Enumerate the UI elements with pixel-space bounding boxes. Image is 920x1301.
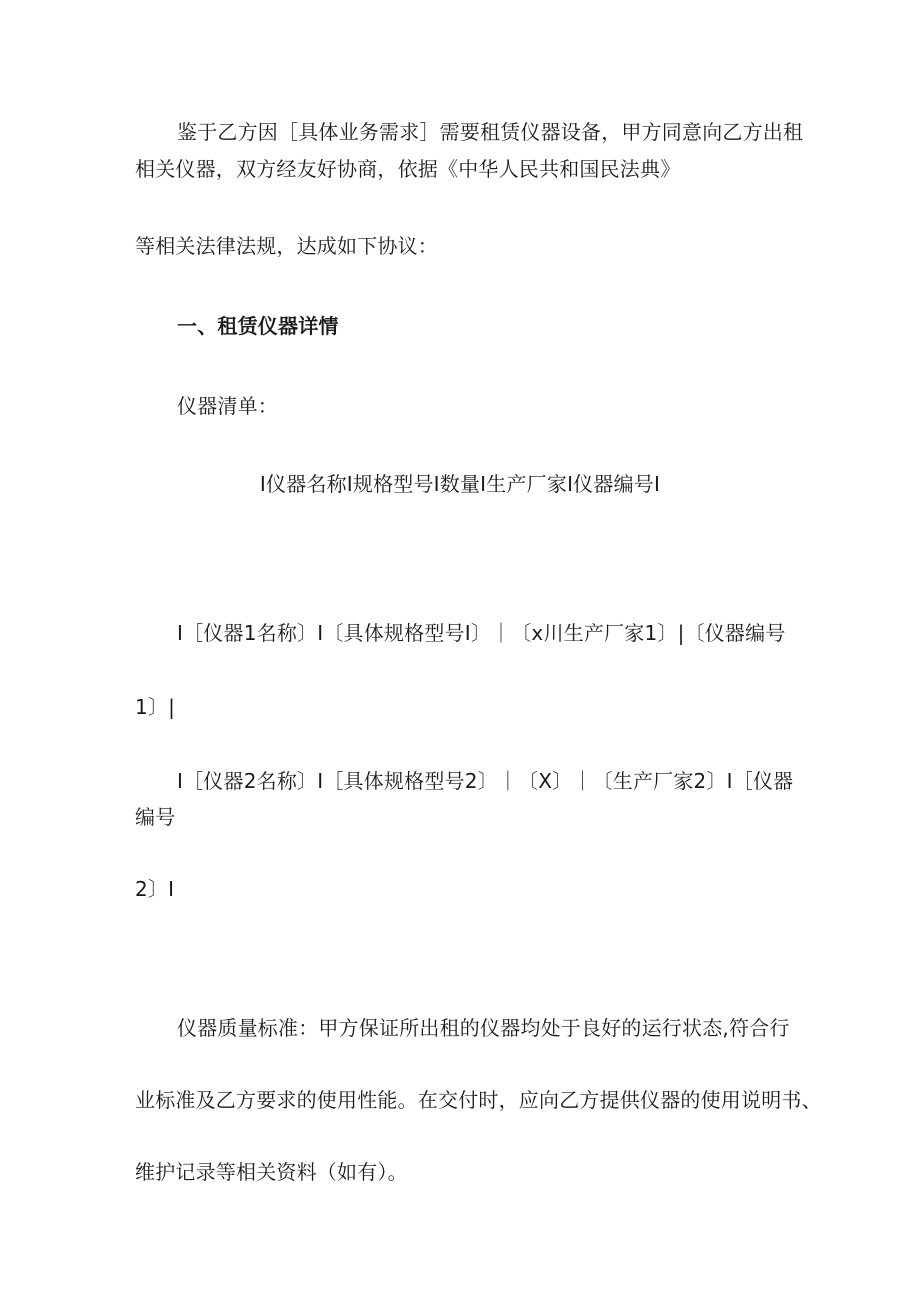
instrument-list-label: 仪器清单： — [177, 394, 278, 418]
table-row-2-text: I［仪器2名称〕I［具体规格型号2〕｜〔X〕｜〔生产厂家2〕I［仪器 — [177, 769, 794, 793]
section-heading: 一、租赁仪器详情 — [177, 314, 339, 338]
quality-text-line-3: 维护记录等相关资料（如有）。 — [135, 1160, 408, 1184]
table-header-row: I仪器名称I规格型号I数量I生产厂家I仪器编号I — [259, 472, 661, 496]
quality-text-line-1: 仪器质量标准：甲方保证所出租的仪器均处于良好的运行状态,符合行 — [177, 1016, 790, 1040]
intro-text-line-3: 等相关法律法规，达成如下协议： — [135, 234, 438, 258]
quality-text-line-2: 业标准及乙方要求的使用性能。在交付时，应向乙方提供仪器的使用说明书、 — [135, 1088, 822, 1112]
table-row-1-text: I［仪器1名称〕I〔具体规格型号I〕｜〔x川生产厂家1〕|〔仪器编号 — [177, 621, 786, 645]
intro-text-line-2: 相关仪器，双方经友好协商，依据《中华人民共和国民法典》 — [135, 157, 681, 181]
table-row-2-end: 2〕I — [135, 877, 175, 901]
intro-text-line-1: 鉴于乙方因［具体业务需求］需要租赁仪器设备，甲方同意向乙方出租 — [177, 120, 804, 144]
table-row-2-continuation: 编号 — [135, 805, 176, 829]
table-row-1-continuation: 1〕| — [135, 695, 176, 719]
